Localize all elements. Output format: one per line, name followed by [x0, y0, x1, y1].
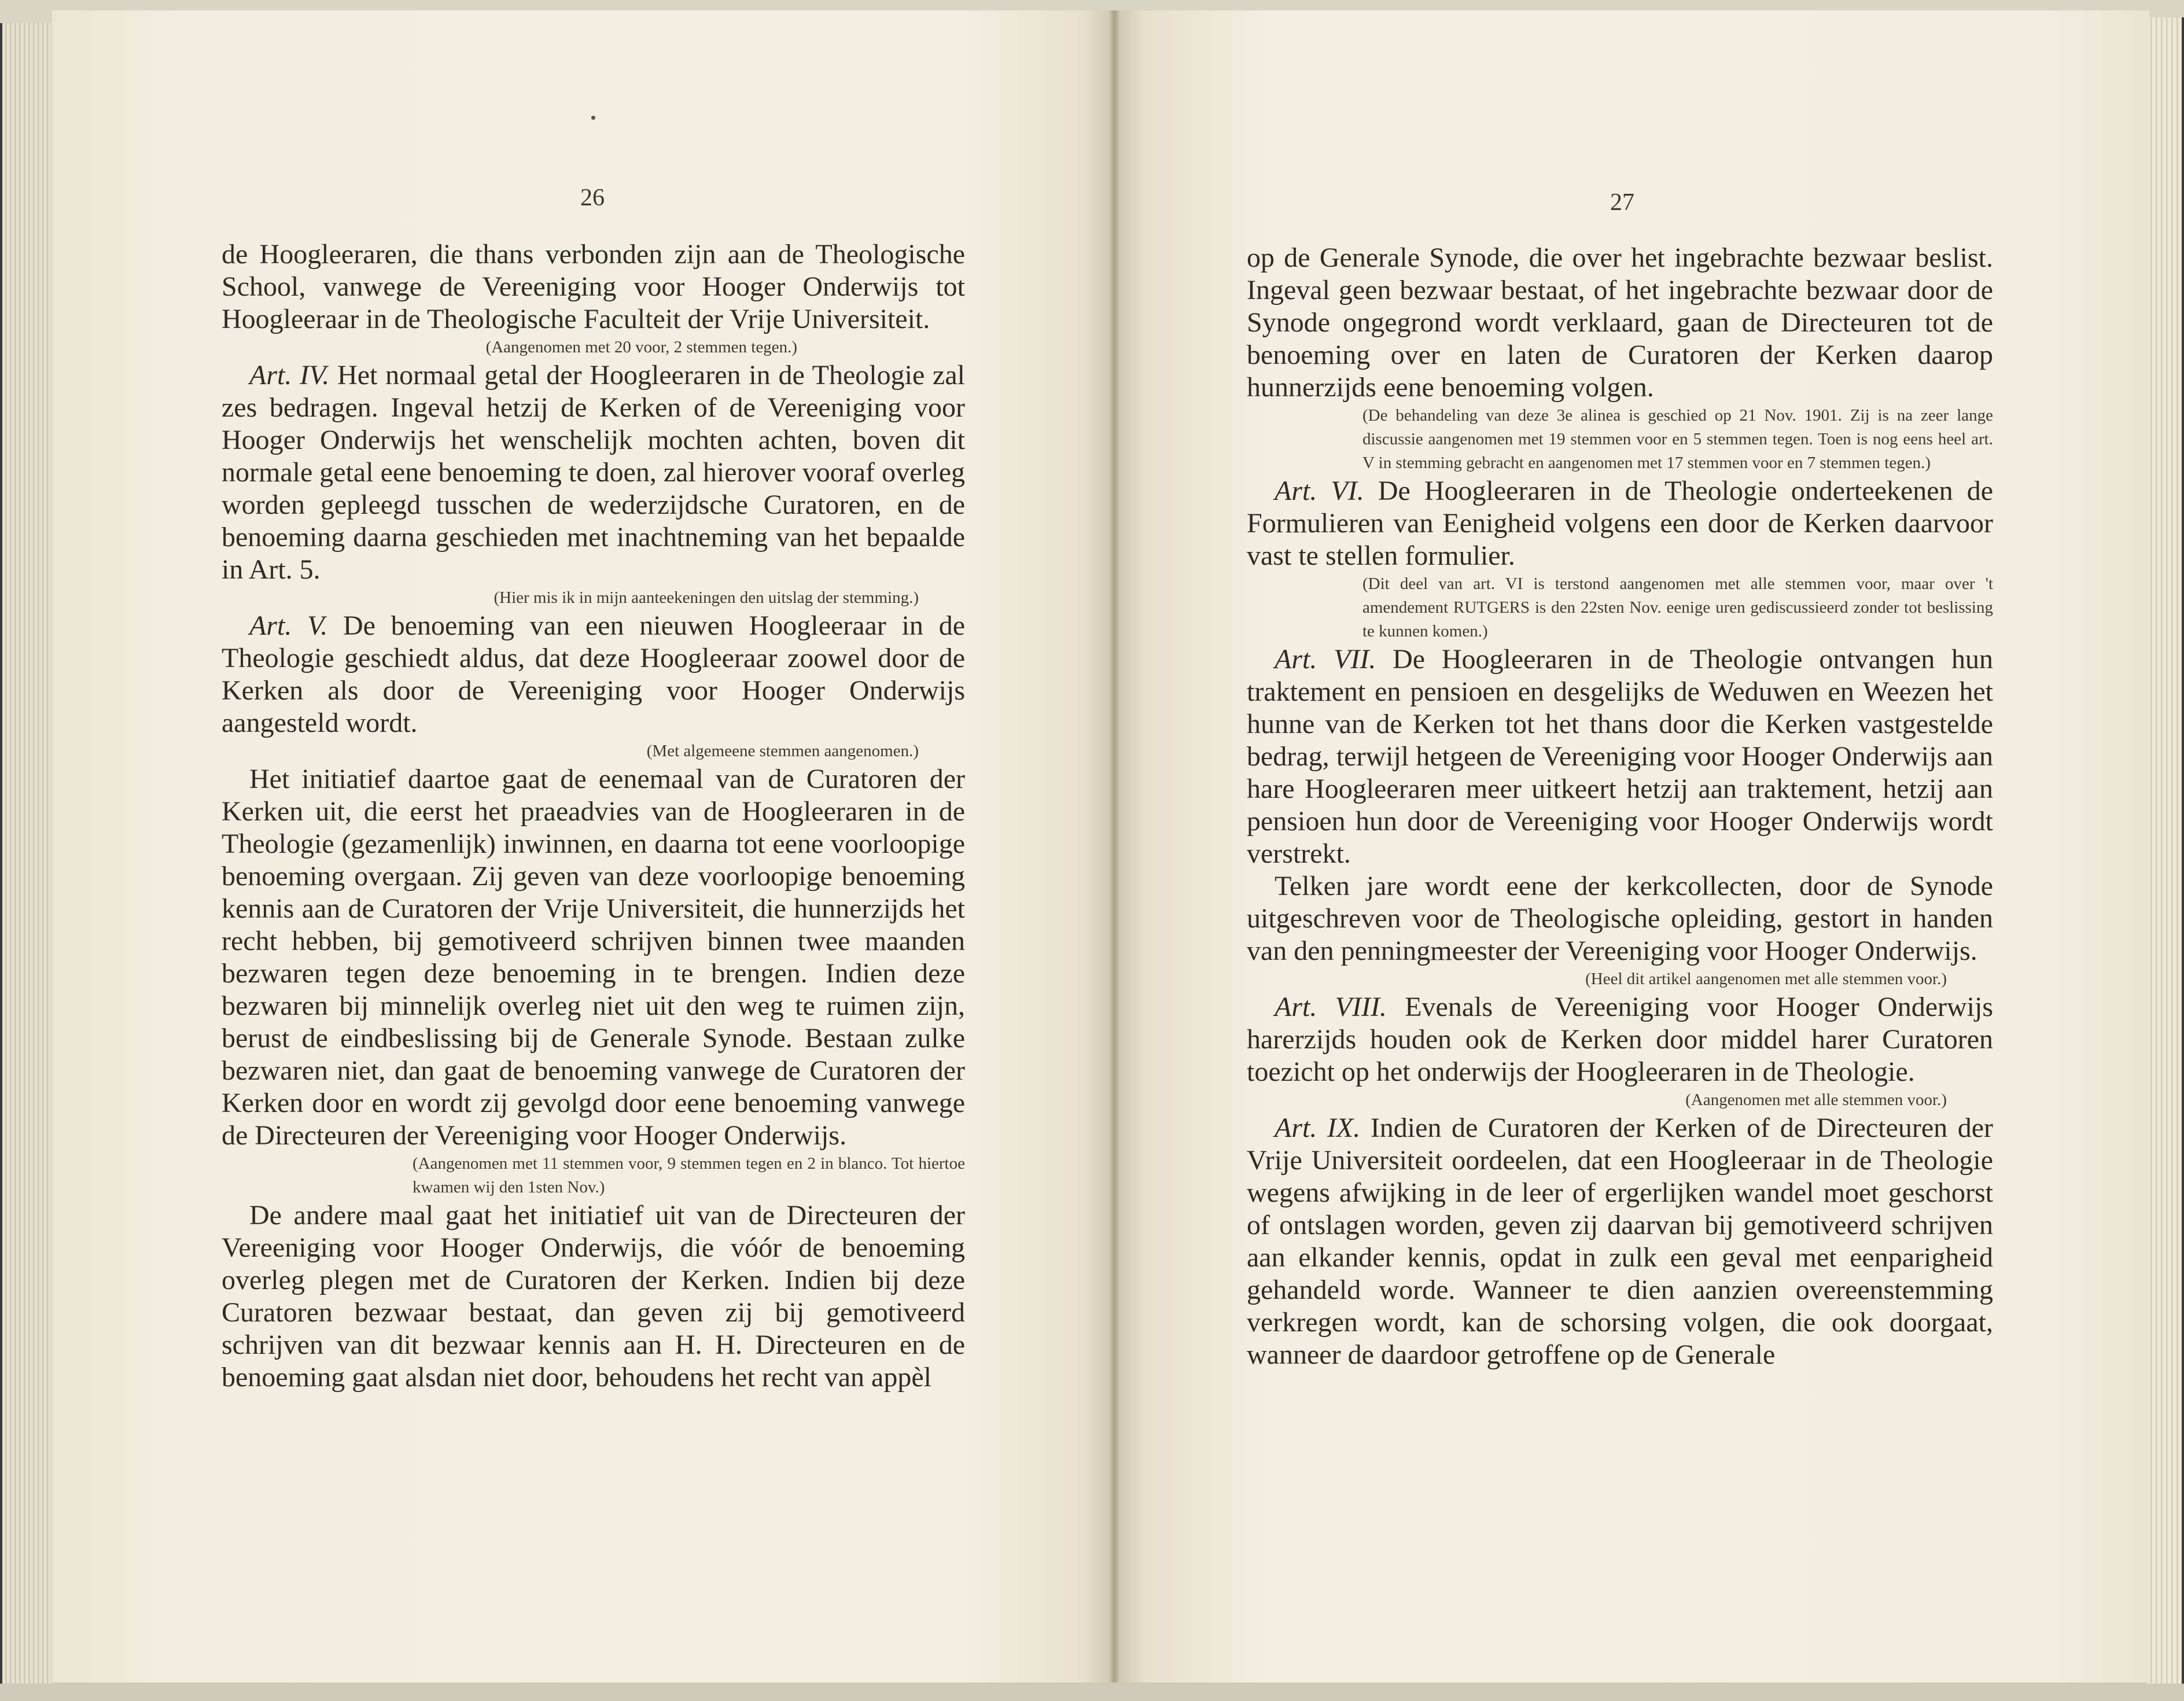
page-stack-left	[0, 23, 54, 1684]
vote-note: (Aangenomen met 20 voor, 2 stemmen tegen.)	[485, 338, 797, 356]
article-text: De Hoogleeraren in de Theologie onderteekenen de Formulieren van Eenigheid volgens een door de Kerken daarvoor vast te stellen formulier.	[1247, 476, 1994, 571]
left-page-text	[222, 238, 965, 1394]
left-page-number: 26	[580, 185, 605, 211]
vote-note: (Heel dit artikel aangenomen met alle stemmen voor.)	[1585, 970, 1947, 988]
article-text: Evenals de Vereeniging voor Hooger Onderwijs harerzijds houden ook de Kerken door middel harer Curatoren toezicht op het onderwijs der Hoogleeraren in de Theologie.	[1247, 992, 1993, 1087]
vote-note: (Aangenomen met 11 stemmen voor, 9 stemmen tegen en 2 in blanco. Tot hiertoe kwamen wij den 1sten Nov.)	[413, 1154, 965, 1196]
page-stack-right	[2147, 17, 2184, 1684]
text-paragraph: Telken jare wordt eene der kerkcollecten, door de Synode uitgeschreven voor de Theologische opleiding, gestort in handen van den penningmeester der Vereeniging voor Hooger Onderwijs.	[1247, 871, 1993, 966]
article-label: Art. VII.	[1275, 644, 1376, 675]
article-paragraph	[1247, 475, 1993, 572]
article-text: De Hoogleeraren in de Theologie ontvangen hun traktement en pensioen en desgelijks de Weduwen en Weezen het hunne van de Kerken tot het thans door die Kerken vastgestelde bedrag, terwijl hetgeen de Vereeniging voor Hooger Onderwijs aan hare Hoogleeraren meer uitkeert hetzij aan traktement, hetzij aan pensioen hun door de Vereeniging voor Hooger Onderwijs wordt verstrekt.	[1247, 644, 1994, 869]
ink-speck	[591, 116, 595, 120]
text-paragraph: op de Generale Synode, die over het ingebrachte bezwaar beslist. Ingeval geen bezwaar bestaat, of het ingebrachte bezwaar door de Synode ongegrond wordt verklaard, gaan de Directeuren tot de benoeming over en laten de Curatoren der Kerken daarop hunnerzijds eene benoeming volgen.	[1247, 242, 1993, 403]
right-page-number: 27	[1610, 189, 1634, 216]
article-paragraph	[222, 610, 965, 739]
text-paragraph: Het initiatief daartoe gaat de eenemaal van de Curatoren der Kerken uit, die eerst het praeadvies van de Hoogleeraren in de Theologie (gezamenlijk) inwinnen, en daarna tot eene voorloopige benoeming overgaan. Zij geven van deze voorloopige benoeming kennis aan de Curatoren der Vrije Universiteit, die hunnerzijds het recht hebben, bij gemotiveerd schrijven binnen twee maanden bezwaren tegen deze benoeming in te brengen. Indien deze bezwaren bij minnelijk overleg niet uit den weg te ruimen zijn, berust de eindbeslissing bij de Generale Synode. Bestaan zulke bezwaren niet, dan gaat de benoeming vanwege de Curatoren der Kerken door en wordt zij gevolgd door eene benoeming vanwege de Directeuren der Vereeniging voor Hooger Onderwijs.	[222, 764, 965, 1151]
article-label: Art. VIII.	[1275, 992, 1387, 1022]
vote-note: (Aangenomen met alle stemmen voor.)	[1685, 1091, 1947, 1109]
article-paragraph	[1247, 991, 1993, 1088]
text-paragraph: de Hoogleeraren, die thans verbonden zijn aan de Theologische School, vanwege de Vereeniging voor Hooger Onderwijs tot Hoogleeraar in de Theologische Faculteit der Vrije Universiteit.	[222, 239, 965, 334]
article-text: Indien de Curatoren der Kerken of de Directeuren der Vrije Universiteit oordeelen, dat een Hoogleeraar in de Theologie wegens afwijking in de leer of ergerlijken wandel moet geschorst of ontslagen worden, geven zij daarvan bij gemotiveerd schrijven aan elkander kennis, opdat in zulk een geval met eenparigheid gehandeld worde. Wanneer te dien aanzien overeenstemming verkregen wordt, kan de schorsing volgen, die ook doorgaat, wanneer de daardoor getroffene op de Generale	[1247, 1113, 1994, 1370]
article-label: Art. V.	[249, 610, 328, 641]
article-label: Art. VI.	[1275, 476, 1364, 506]
article-label: Art. IV.	[249, 360, 330, 391]
vote-note: (De behandeling van deze 3e alinea is geschied op 21 Nov. 1901. Zij is na zeer lange discussie aangenomen met 19 stemmen voor en 5 stemmen tegen. Toen is nog eens heel art. V in stemming gebracht en aangenomen met 17 stemmen voor en 7 stemmen tegen.)	[1362, 406, 1993, 472]
text-paragraph: De andere maal gaat het initiatief uit van de Directeuren der Vereeniging voor Hooger Onderwijs, die vóór de benoeming overleg plegen met de Curatoren der Kerken. Indien bij deze Curatoren bezwaar bestaat, dan geven zij bij gemotiveerd schrijven van dit bezwaar kennis aan H. H. Directeuren en de benoeming gaat alsdan niet door, behoudens het recht van appèl	[222, 1200, 965, 1393]
vote-note: (Hier mis ik in mijn aanteekeningen den uitslag der stemming.)	[493, 588, 919, 607]
article-text: Het normaal getal der Hoogleeraren in de Theologie zal zes bedragen. Ingeval hetzij de Kerken of de Vereeniging voor Hooger Onderwijs het wenschelijk mochten achten, boven dit normale getal eene benoeming te doen, zal hierover vooraf overleg worden gepleegd tusschen de wederzijdsche Curatoren, en de benoeming daarna geschieden met inachtneming van het bepaalde in Art. 5.	[222, 360, 965, 585]
vote-note: (Dit deel van art. VI is terstond aangenomen met alle stemmen voor, maar over 't amendement RUTGERS is den 22sten Nov. eenige uren gediscussieerd zonder tot beslissing te kunnen komen.)	[1362, 575, 1993, 640]
article-paragraph	[1247, 1112, 1993, 1371]
right-page-text	[1247, 242, 1993, 1371]
book-gutter	[1108, 10, 1121, 1682]
article-text: De benoeming van een nieuwen Hoogleeraar in de Theologie geschiedt aldus, dat deze Hoogleeraar zoowel door de Kerken als door de Vereeniging voor Hooger Onderwijs aangesteld wordt.	[222, 610, 966, 738]
article-paragraph	[1247, 643, 1993, 870]
article-label: Art. IX.	[1275, 1113, 1361, 1143]
article-paragraph	[222, 359, 965, 586]
vote-note: (Met algemeene stemmen aangenomen.)	[646, 742, 919, 760]
